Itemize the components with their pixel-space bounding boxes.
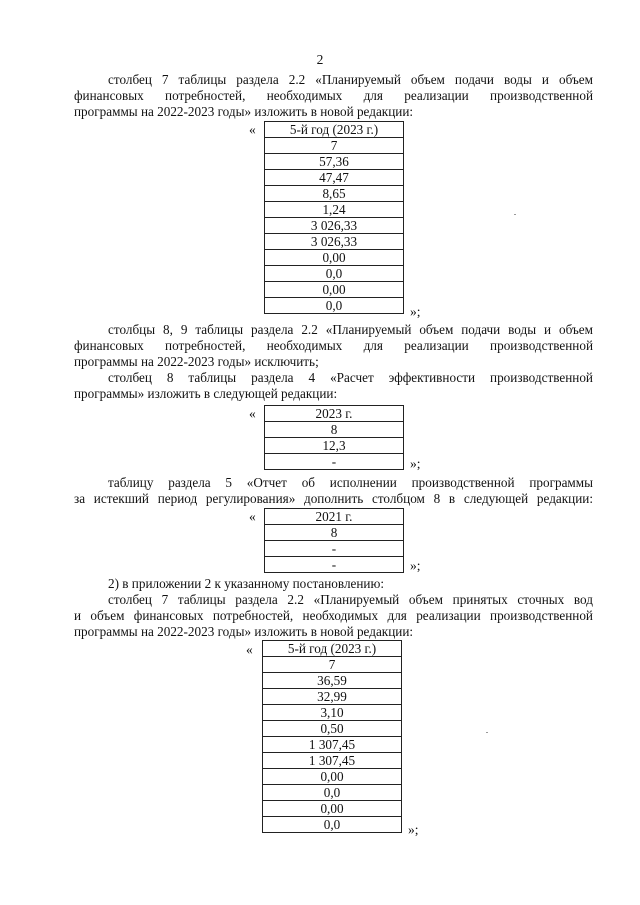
table-cell: 0,50 <box>263 721 402 737</box>
table-header-cell: 2021 г. <box>265 509 404 525</box>
table-cell: - <box>265 454 404 470</box>
table-cell: 3 026,33 <box>265 234 404 250</box>
text-line: программы на 2022-2023 годы» изложить в новой редакции: <box>74 104 414 119</box>
table-header-cell: 5-й год (2023 г.) <box>265 122 404 138</box>
paragraph-efficiency-col8 <box>74 370 593 402</box>
opening-quote: « <box>249 406 256 421</box>
text-line: финансовых потребностей, необходимых для реализации производственной <box>74 88 593 103</box>
paragraph-report-table <box>74 475 593 507</box>
table-cell: 12,3 <box>265 438 404 454</box>
values-table <box>264 405 404 470</box>
scan-speck <box>514 214 516 215</box>
values-table <box>264 121 404 314</box>
table-cell: 1,24 <box>265 202 404 218</box>
values-table <box>262 640 402 833</box>
table-cell: 0,0 <box>263 817 402 833</box>
closing-quote: »; <box>410 558 421 573</box>
table-cell: - <box>265 557 404 573</box>
opening-quote: « <box>249 509 256 524</box>
text-line: столбец 8 таблицы раздела 4 «Расчет эффективности производственной <box>108 370 593 385</box>
table-cell: 0,00 <box>263 801 402 817</box>
closing-quote: »; <box>408 822 419 837</box>
table-cell: 0,00 <box>263 769 402 785</box>
table-cell: 47,47 <box>265 170 404 186</box>
table-cell: 8,65 <box>265 186 404 202</box>
table-header-cell: 5-й год (2023 г.) <box>263 641 402 657</box>
table-cell: - <box>265 541 404 557</box>
table-cell: 3 026,33 <box>265 218 404 234</box>
table-cell: 32,99 <box>263 689 402 705</box>
scan-speck <box>486 732 488 733</box>
table-cell: 7 <box>263 657 402 673</box>
values-table <box>264 508 404 573</box>
table-cell: 7 <box>265 138 404 154</box>
text-line: программы» изложить в следующей редакции: <box>74 386 338 401</box>
paragraph-appendix-2 <box>74 576 593 592</box>
paragraph-water-supply-col7 <box>74 72 593 120</box>
text-line: столбец 7 таблицы раздела 2.2 «Планируемый объем подачи воды и объем <box>108 72 593 87</box>
text-line: программы на 2022-2023 годы» изложить в новой редакции: <box>74 624 414 639</box>
table-cell: 8 <box>265 525 404 541</box>
table-cell: 1 307,45 <box>263 753 402 769</box>
table-cell: 0,0 <box>263 785 402 801</box>
table-cell: 36,59 <box>263 673 402 689</box>
text-line: 2) в приложении 2 к указанному постановлению: <box>108 576 385 591</box>
table-cell: 8 <box>265 422 404 438</box>
text-line: и объем финансовых потребностей, необходимых для реализации производственной <box>74 608 593 623</box>
table-cell: 0,0 <box>265 266 404 282</box>
closing-quote: »; <box>410 456 421 471</box>
opening-quote: « <box>246 642 253 657</box>
text-line: программы на 2022-2023 годы» исключить; <box>74 354 319 369</box>
table-cell: 3,10 <box>263 705 402 721</box>
text-line: столбец 7 таблицы раздела 2.2 «Планируемый объем принятых сточных вод <box>108 592 593 607</box>
text-line: столбцы 8, 9 таблицы раздела 2.2 «Планируемый объем подачи воды и объем <box>108 322 593 337</box>
paragraph-exclude-cols <box>74 322 593 370</box>
table-cell: 57,36 <box>265 154 404 170</box>
paragraph-wastewater-col7 <box>74 592 593 640</box>
table-cell: 1 307,45 <box>263 737 402 753</box>
text-line: финансовых потребностей, необходимых для реализации производственной <box>74 338 593 353</box>
table-cell: 0,00 <box>265 282 404 298</box>
closing-quote: »; <box>410 304 421 319</box>
page-number: 2 <box>316 52 324 67</box>
table-header-cell: 2023 г. <box>265 406 404 422</box>
text-line: таблицу раздела 5 «Отчет об исполнении производственной программы <box>108 475 593 490</box>
table-cell: 0,0 <box>265 298 404 314</box>
text-line: за истекший период регулирования» дополнить столбцом 8 в следующей редакции: <box>74 491 593 506</box>
opening-quote: « <box>249 122 256 137</box>
table-cell: 0,00 <box>265 250 404 266</box>
